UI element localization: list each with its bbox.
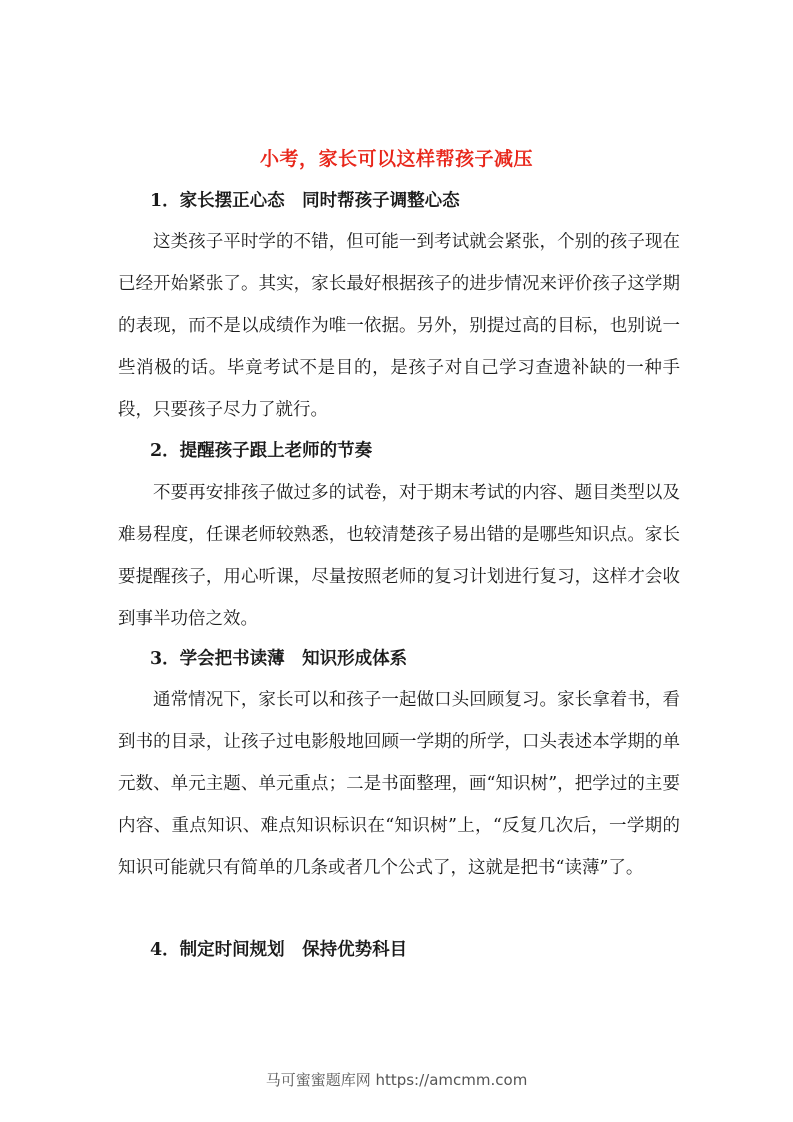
section-heading-1: 1．家长摆正心态 同时帮孩子调整心态 [150,191,460,211]
section-heading-3: 3．学会把书读薄 知识形成体系 [150,649,408,669]
section-paragraph-2: 不要再安排孩子做过多的试卷，对于期末考试的内容、题目类型以及难易程度，任课老师较熟悉，也较清楚孩子易出错的是哪些知识点。家长要提醒孩子，用心听课，尽量按照老师的复习计划进行复习，这样才会收到事半功倍之效。 [118,483,680,629]
document-title: 小考，家长可以这样帮孩子减压 [259,148,533,170]
section-paragraph-1: 这类孩子平时学的不错，但可能一到考试就会紧张，个别的孩子现在已经开始紧张了。其实，家长最好根据孩子的进步情况来评价孩子这学期的表现，而不是以成绩作为唯一依据。另外，别提过高的目标，也别说一些消极的话。毕竟考试不是目的，是孩子对自己学习查遗补缺的一种手段，只要孩子尽力了就行。 [118,232,680,420]
footer-watermark: 马可蜜蜜题库网 https://amcmm.com [265,1071,528,1089]
section-paragraph-3: 通常情况下，家长可以和孩子一起做口头回顾复习。家长拿着书，看到书的目录，让孩子过电影般地回顾一学期的所学，口头表述本学期的单元数、单元主题、单元重点；二是书面整理，画“知识树”，把学过的主要内容、重点知识、难点知识标识在“知识树”上，“反复几次后，一学期的知识可能就只有简单的几条或者几个公式了，这就是把书“读薄”了。 [118,690,680,878]
section-heading-4: 4．制定时间规划 保持优势科目 [150,940,408,960]
section-heading-2: 2．提醒孩子跟上老师的节奏 [150,441,373,461]
